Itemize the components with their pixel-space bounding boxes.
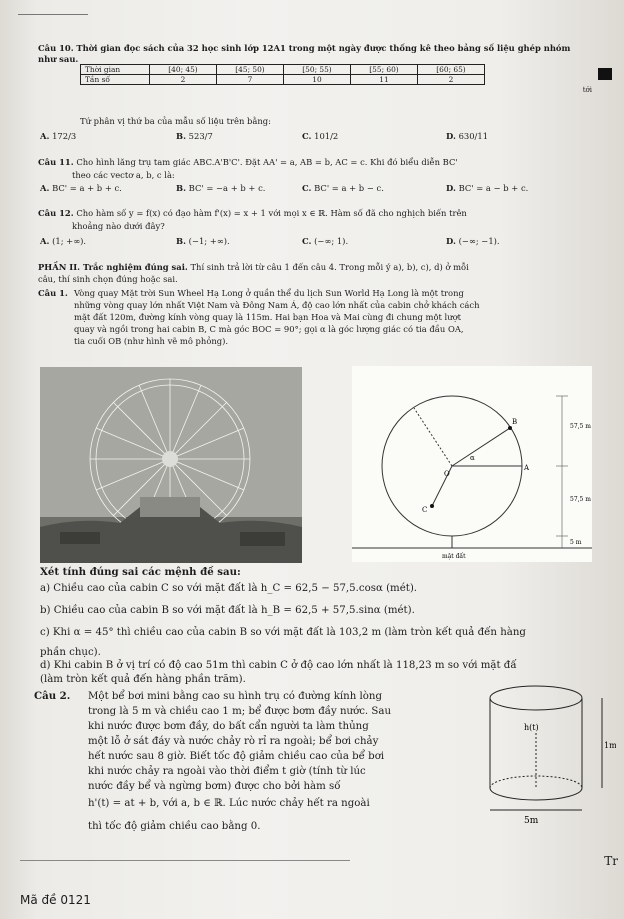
- diagram-label-a: A: [524, 464, 530, 472]
- q10-option-a: A. 172/3: [40, 131, 77, 141]
- p2-line: nước đầy bể và ngừng bơm) được cho bởi hàm số: [88, 781, 341, 792]
- p1-statement-c: c) Khi α = 45° thì chiều cao của cabin B so với mặt đất là 103,2 m (làm tròn kết quả đến hàng: [40, 627, 526, 638]
- table-cell: 10: [284, 75, 351, 85]
- table-cell: [45; 50): [217, 65, 284, 75]
- p1-line: những vòng quay lớn nhất Việt Nam và Đông Nam Á, độ cao lớn nhất của cabin chở khách cách: [74, 300, 480, 310]
- p1-statements-heading: Xét tính đúng sai các mệnh đề sau:: [40, 566, 241, 578]
- q12-option-d: D. (−∞; −1).: [446, 236, 500, 246]
- p2-line: trong là 5 m và chiều cao 1 m; bể được bơm đầy nước. Sau: [88, 706, 392, 717]
- q10-stem: [38, 43, 578, 65]
- footer-rule: [20, 860, 350, 861]
- p1-line: Vòng quay Mặt trời Sun Wheel Hạ Long ở quần thể du lịch Sun World Hạ Long là một trong: [74, 288, 464, 298]
- wheel-diagram: [352, 366, 592, 562]
- p2-line: một lỗ ở sát đáy và nước chảy rò rỉ ra ngoài; bể bơi chảy: [88, 736, 379, 747]
- exam-code: Mã đề 0121: [20, 893, 91, 907]
- pool-height-label: 1m: [604, 741, 616, 750]
- p2-label: Câu 2.: [34, 690, 71, 702]
- table-cell: 2: [418, 75, 485, 85]
- q10-option-d: D. 630/11: [446, 131, 489, 141]
- diagram-dim-mid: 57,5 m: [570, 496, 591, 503]
- diagram-label-b: B: [512, 418, 518, 426]
- q12-option-b: B. (−1; +∞).: [176, 236, 230, 246]
- q11-option-d: D. BC' = a − b + c.: [446, 183, 529, 193]
- p2-line: khi nước được bơm đầy, do bất cẩn người ta làm thủng: [88, 721, 369, 732]
- q12-stem2: khoảng nào dưới đây?: [72, 221, 165, 231]
- part2-heading: PHẦN II. Trắc nghiệm đúng sai. Thí sinh trả lời từ câu 1 đến câu 4. Trong mỗi ý a), b), c), d) ở mỗi: [38, 262, 469, 272]
- p1-statement-d: d) Khi cabin B ở vị trí có độ cao 51m thì cabin C ở độ cao lớn nhất là 118,23 m so với mặt đấ: [40, 660, 517, 671]
- table-cell: [60; 65): [418, 65, 485, 75]
- p2-line: hết nước sau 8 giờ. Biết tốc độ giảm chiều cao của bể bơi: [88, 751, 385, 762]
- table-cell: 2: [150, 75, 217, 85]
- corner-small-text: tới: [582, 86, 592, 94]
- pool-diameter-label: 5m: [524, 816, 539, 826]
- table-cell: 11: [351, 75, 418, 85]
- table-header-time: Thời gian: [81, 65, 150, 75]
- table-cell: [40; 45): [150, 65, 217, 75]
- table-cell: [55; 60): [351, 65, 418, 75]
- q11-stem: Câu 11. Cho hình lăng trụ tam giác ABC.A'B'C'. Đặt AA' = a, AB = b, AC = c. Khi đó biểu diễn BC': [38, 157, 458, 167]
- p2-line: thì tốc độ giảm chiều cao bằng 0.: [88, 821, 261, 832]
- diagram-label-c: C: [422, 506, 428, 514]
- q10-text: Thời gian đọc sách của 32 học sinh lớp 12A1 trong một ngày được thống kê theo bảng số liệu ghép nhóm như sau.: [38, 43, 571, 64]
- q12-option-a: A. (1; +∞).: [40, 236, 87, 246]
- q11-option-b: B. BC' = −a + b + c.: [176, 183, 266, 193]
- q10-frequency-table: [80, 64, 485, 85]
- diagram-ground: mặt đất: [442, 553, 466, 560]
- ferris-wheel-photo: [40, 367, 302, 563]
- q10-option-b: B. 523/7: [176, 131, 213, 141]
- diagram-label-alpha: α: [470, 454, 475, 462]
- p2-line: Một bể bơi mini bằng cao su hình trụ có đường kính lòng: [88, 691, 382, 702]
- header-rule: [18, 14, 88, 15]
- table-cell: [50; 55): [284, 65, 351, 75]
- q12-option-c: C. (−∞; 1).: [302, 236, 349, 246]
- q10-stem2: Tứ phân vị thứ ba của mẫu số liệu trên bằng:: [80, 116, 271, 126]
- p2-line: khi nước chảy ra ngoài vào thời điểm t giờ (tính từ lúc: [88, 766, 366, 777]
- diagram-dim-low: 5 m: [570, 539, 582, 546]
- p1-label: Câu 1.: [38, 288, 68, 298]
- q11-stem2: theo các vectơ a, b, c là:: [72, 170, 175, 180]
- q11-option-c: C. BC' = a + b − c.: [302, 183, 384, 193]
- q11-option-a: A. BC' = a + b + c.: [40, 183, 122, 193]
- diagram-dim-top: 57,5 m: [570, 423, 591, 430]
- p1-line: mặt đất 120m, đường kính vòng quay là 115m. Hai bạn Hoa và Mai cùng đi chung một lượt: [74, 312, 462, 322]
- pool-h-label: h(t): [524, 723, 539, 732]
- corner-mark: [598, 68, 612, 80]
- table-cell: 7: [217, 75, 284, 85]
- p2-line: h'(t) = at + b, với a, b ∈ ℝ. Lúc nước chảy hết ra ngoài: [88, 798, 370, 809]
- q10-option-c: C. 101/2: [302, 131, 339, 141]
- q10-label: Câu 10.: [38, 43, 74, 53]
- table-header-freq: Tần số: [81, 75, 150, 85]
- p1-statement-c2: phần chục).: [40, 647, 101, 658]
- p1-statement-a: a) Chiều cao của cabin C so với mặt đất là h_C = 62,5 − 57,5.cosα (mét).: [40, 583, 418, 594]
- p1-line: tia cuối OB (như hình vẽ mô phỏng).: [74, 336, 229, 346]
- q12-stem: Câu 12. Cho hàm số y = f(x) có đạo hàm f'(x) = x + 1 với mọi x ∈ ℝ. Hàm số đã cho nghịch biến trên: [38, 208, 467, 218]
- footer-page-marker: Tr: [604, 854, 618, 868]
- p1-statement-d2: (làm tròn kết quả đến hàng phần trăm).: [40, 674, 246, 685]
- part2-intro2: câu, thí sinh chọn đúng hoặc sai.: [38, 274, 178, 284]
- p1-statement-b: b) Chiều cao của cabin B so với mặt đất là h_B = 62,5 + 57,5.sinα (mét).: [40, 605, 415, 616]
- diagram-label-o: O: [444, 470, 450, 478]
- p1-line: quay và ngồi trong hai cabin B, C mà góc BOC = 90°; gọi α là góc lượng giác có tia đầu OA,: [74, 324, 464, 334]
- pool-figure: [476, 658, 616, 828]
